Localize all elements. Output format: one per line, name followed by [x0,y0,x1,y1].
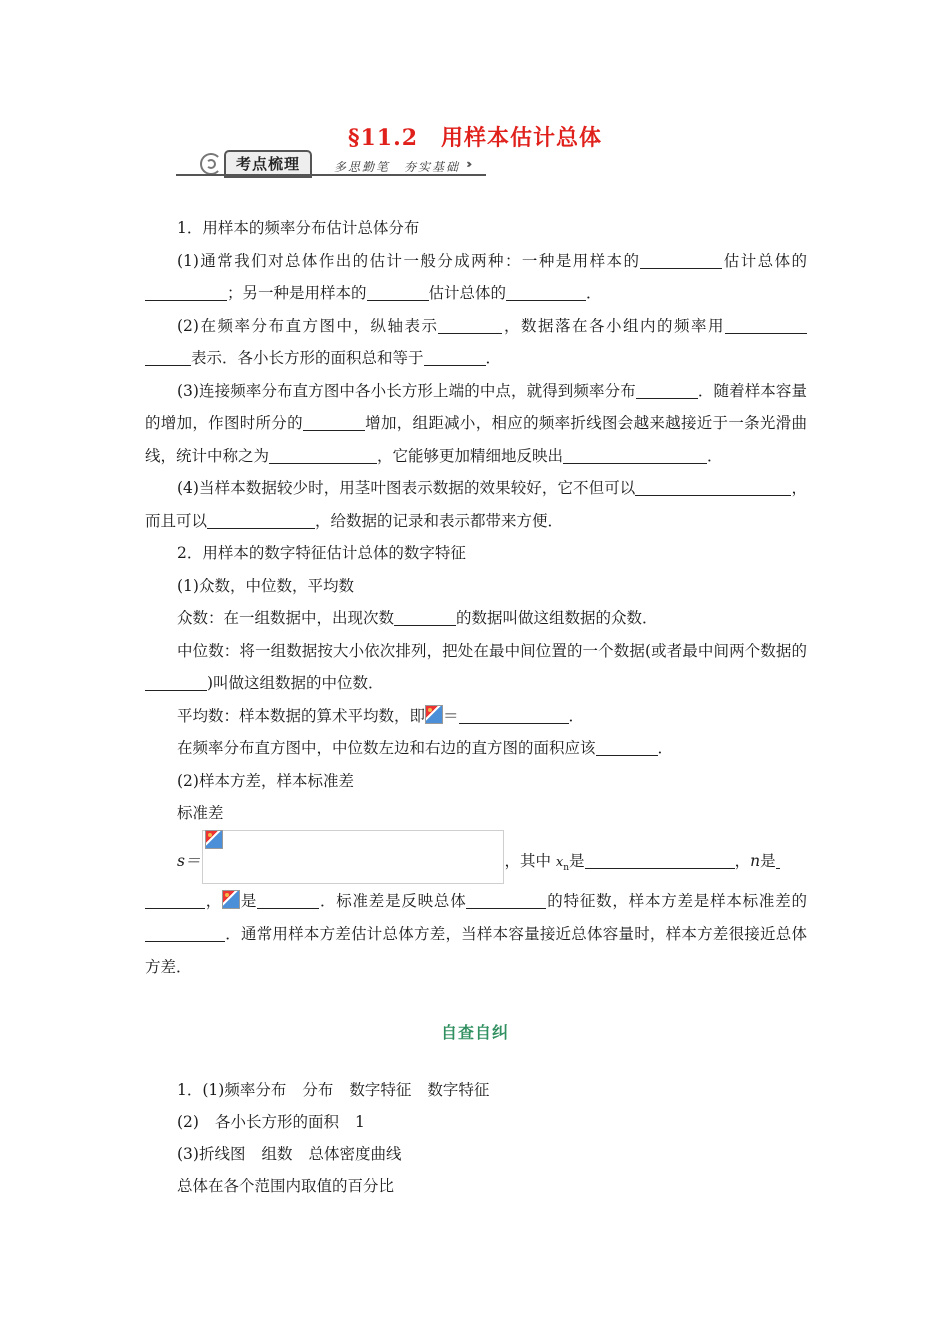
blank [636,382,698,399]
blank [585,852,735,869]
blank [466,892,546,909]
blank [763,480,791,497]
blank [596,740,658,757]
formula-image-icon [222,890,240,909]
std-label: 标准差 [177,804,224,822]
section-banner [176,148,506,180]
std-definition: s＝ ，其中 $x_n$是 ，n是 ， 是 ．标准差是反映总体 的特征数，样本方差是样本标准差的．通常用样本方差估计总体方差，当样本容量接近总体容量时，样本方差很接近总体方差． [145,830,807,984]
blank [367,285,429,302]
blank [145,675,207,692]
answer-line-3: (3)折线图 组数 总体密度曲线 [177,1145,402,1163]
blank [303,415,365,432]
formula-image-icon [205,830,223,849]
blank [563,447,671,464]
histogram-median-note: 在频率分布直方图中，中位数左边和右边的直方图的面积应该 ． [177,739,674,757]
banner-subtitle: 多思勤笔 夯实基础 [334,160,461,174]
answer-line-4: 总体在各个范围内取值的百分比 [177,1177,395,1195]
blank [725,317,807,334]
formula-box [202,830,504,884]
content-body [145,212,807,984]
blank [506,285,586,302]
blank [671,447,707,464]
blank [145,892,205,909]
section1-heading: 1．用样本的频率分布估计总体分布 [177,219,420,237]
blank [640,252,722,269]
paragraph-1-4: (4)当样本数据较少时，用茎叶图表示数据的效果较好，它不但可以 ，而且可以 ，给数据的记录和表示都带来方便． [145,479,807,530]
answer-line-1: 1．(1)频率分布 分布 数字特征 数字特征 [177,1081,490,1099]
paragraph-1-1: (1)通常我们对总体作出的估计一般分成两种：一种是用样本的 估计总体的；另一种是用样本的 估计总体的 ． [145,245,807,310]
page-title: §11.2 用样本估计总体 [347,125,603,151]
median-definition: 中位数：将一组数据按大小依次排列，把处在最中间位置的一个数据(或者最中间两个数据的)叫做这组数据的中位数． [145,635,807,700]
blank [776,852,780,869]
swirl-icon [200,153,222,175]
mean-definition: 平均数：样本数据的算术平均数，即 ＝ ． [177,706,585,725]
blank [635,480,763,497]
chevron-right-icon: ››› [466,157,469,171]
blank [459,707,569,724]
mode-definition: 众数：在一组数据中，出现次数 的数据叫做这组数据的众数． [177,609,658,627]
blank [145,925,225,942]
blank [424,350,486,367]
blank [438,317,502,334]
formula-image-icon [425,705,443,724]
answers-heading: 自查自纠 [440,1023,509,1042]
paragraph-1-2: (2)在频率分布直方图中，纵轴表示 ，数据落在各小组内的频率用表示．各小长方形的面积总和等于 ． [145,310,807,375]
paragraph-1-3: (3)连接频率分布直方图中各小长方形上端的中点，就得到频率分布 ．随着样本容量的增加，作图时所分的 增加，组距减小，相应的频率折线图会越来越接近于一条光滑曲线，统计中称之为 ，它能够更加精细地反映出 ． [145,381,807,465]
blank [269,447,377,464]
answers-list [145,1074,489,1202]
subsection-mode-median-mean: (1)众数，中位数，平均数 [177,576,354,595]
blank [394,610,456,627]
banner-tab: 考点梳理 [224,150,312,178]
blank [207,512,315,529]
blank [145,285,227,302]
blank [145,350,191,367]
section2-heading: 2．用样本的数字特征估计总体的数字特征 [177,544,466,562]
blank [257,892,319,909]
answer-line-2: (2) 各小长方形的面积 1 [177,1113,365,1131]
subsection-variance: (2)样本方差，样本标准差 [177,771,354,790]
